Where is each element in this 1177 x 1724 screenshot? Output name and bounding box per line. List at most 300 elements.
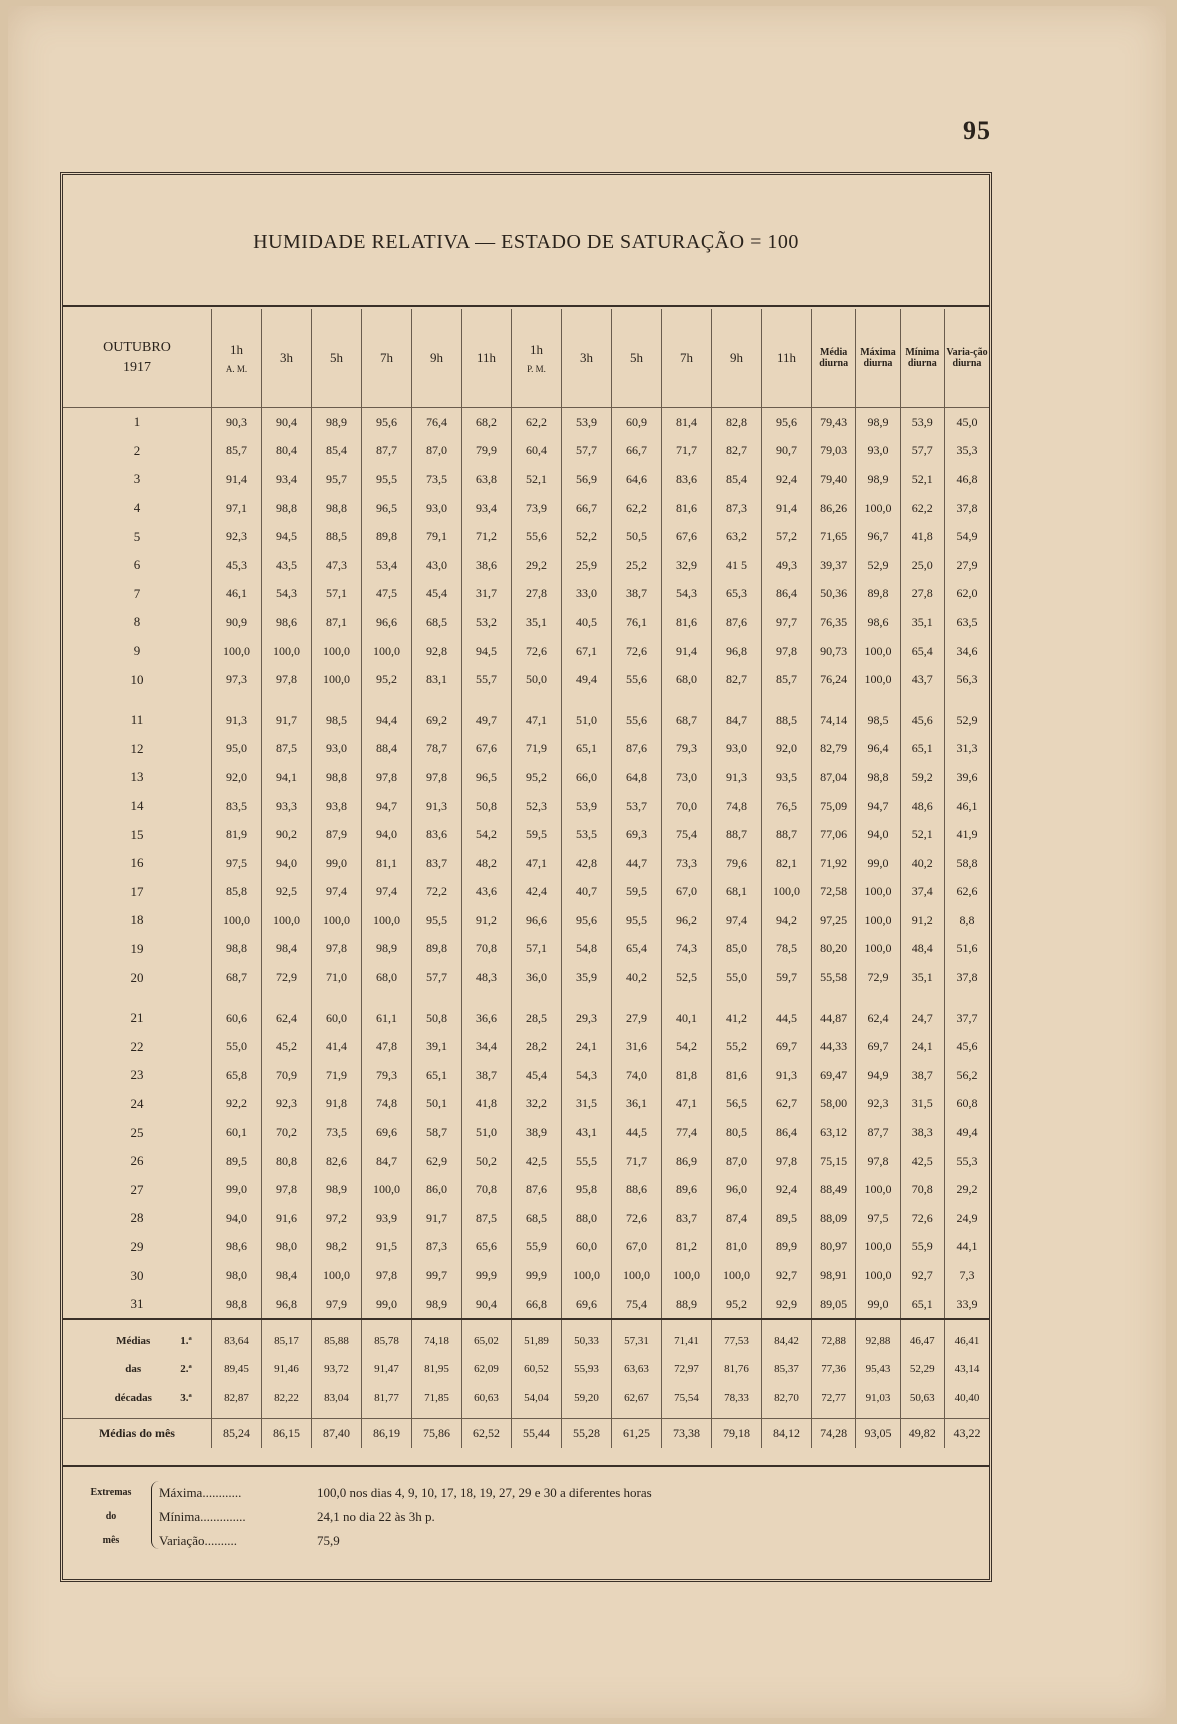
page-number: 95 (963, 116, 991, 145)
table-cell: 69,3 (611, 820, 661, 849)
table-cell: 98,8 (311, 763, 361, 792)
table-cell: 94,7 (856, 792, 900, 821)
table-cell: 39,6 (944, 763, 989, 792)
table-cell: 31,5 (900, 1090, 944, 1119)
day-number: 13 (130, 769, 144, 785)
decade-row (63, 1319, 989, 1355)
table-row (63, 792, 989, 821)
table-cell: 70,8 (461, 1175, 511, 1204)
table-cell: 99,0 (311, 849, 361, 878)
table-cell: 100,0 (361, 1175, 411, 1204)
table-cell: 89,6 (661, 1175, 711, 1204)
table-cell: 97,9 (311, 1290, 361, 1320)
table-cell: 55,3 (944, 1147, 989, 1176)
table-cell: 98,9 (311, 408, 361, 437)
extreme-value: 24,1 no dia 22 às 3h p. (317, 1509, 435, 1524)
table-cell: 87,40 (311, 1419, 361, 1448)
table-cell: 42,4 (511, 878, 561, 907)
table-cell: 43,6 (461, 878, 511, 907)
table-cell: 100,0 (856, 878, 900, 907)
table-cell: 88,6 (611, 1175, 661, 1204)
table-cell: 93,72 (311, 1355, 361, 1384)
table-cell: 37,7 (944, 992, 989, 1033)
table-cell: 97,3 (211, 665, 261, 694)
table-cell: 79,6 (711, 849, 761, 878)
decade-rows (63, 1319, 989, 1418)
extreme-value: 75,9 (317, 1533, 340, 1548)
table-cell: 25,0 (900, 551, 944, 580)
day-number: 28 (130, 1210, 144, 1226)
table-cell: 59,7 (761, 963, 811, 992)
table-cell: 44,1 (944, 1233, 989, 1262)
table-cell: 77,4 (661, 1118, 711, 1147)
table-cell: 95,5 (361, 465, 411, 494)
table-cell: 74,8 (711, 792, 761, 821)
table-row (63, 1090, 989, 1119)
table-cell: 72,58 (811, 878, 855, 907)
day-number: 24 (130, 1095, 144, 1111)
table-cell: 79,3 (661, 735, 711, 764)
table-cell: 74,14 (811, 694, 855, 735)
table-cell: 38,7 (900, 1061, 944, 1090)
table-cell: 89,45 (211, 1355, 261, 1384)
table-cell: 46,1 (944, 792, 989, 821)
table-cell: 87,7 (856, 1118, 900, 1147)
daily-max-header: Máxima diurna (856, 309, 900, 408)
table-cell: 60,0 (561, 1233, 611, 1262)
table-cell: 91,7 (411, 1204, 461, 1233)
table-cell: 81,6 (661, 608, 711, 637)
table-cell: 69,47 (811, 1061, 855, 1090)
table-cell: 98,9 (856, 408, 900, 437)
table-cell: 94,2 (761, 906, 811, 935)
table-cell: 41,8 (461, 1090, 511, 1119)
table-cell: 100,0 (856, 1175, 900, 1204)
extreme-label: Máxima............ (159, 1485, 242, 1500)
table-cell: 36,6 (461, 992, 511, 1033)
table-cell: 88,49 (811, 1175, 855, 1204)
table-cell: 97,5 (856, 1204, 900, 1233)
table-cell: 50,5 (611, 522, 661, 551)
table-cell: 70,9 (261, 1061, 311, 1090)
table-cell: 98,4 (261, 935, 311, 964)
hour-header: 5h (311, 309, 361, 408)
table-cell: 85,4 (311, 437, 361, 466)
table-cell: 69,6 (561, 1290, 611, 1320)
table-cell: 52,2 (561, 522, 611, 551)
table-cell: 94,4 (361, 694, 411, 735)
table-cell: 88,7 (761, 820, 811, 849)
table-cell: 75,86 (411, 1419, 461, 1448)
table-cell: 69,6 (361, 1118, 411, 1147)
table-cell: 79,43 (811, 408, 855, 437)
day-number: 8 (133, 614, 141, 630)
table-cell: 84,7 (361, 1147, 411, 1176)
day-number: 20 (130, 969, 144, 985)
table-cell: 96,5 (461, 763, 511, 792)
table-cell: 83,5 (211, 792, 261, 821)
table-cell: 86,15 (261, 1419, 311, 1448)
table-cell: 44,5 (611, 1118, 661, 1147)
table-cell: 81,8 (661, 1061, 711, 1090)
table-cell: 43,0 (411, 551, 461, 580)
table-cell: 28,2 (511, 1032, 561, 1061)
table-cell: 73,3 (661, 849, 711, 878)
table-cell: 97,8 (311, 935, 361, 964)
table-cell: 54,3 (261, 580, 311, 609)
table-cell: 44,7 (611, 849, 661, 878)
table-cell: 91,03 (856, 1384, 900, 1419)
table-cell: 50,0 (511, 665, 561, 694)
table-cell: 43,7 (900, 665, 944, 694)
table-cell: 91,3 (711, 763, 761, 792)
table-cell: 80,8 (261, 1147, 311, 1176)
table-cell: 98,9 (311, 1175, 361, 1204)
table-cell: 52,1 (511, 465, 561, 494)
day-number: 3 (133, 471, 141, 487)
day-number: 22 (130, 1038, 144, 1054)
table-cell: 41,2 (711, 992, 761, 1033)
table-cell: 86,9 (661, 1147, 711, 1176)
table-cell: 95,6 (561, 906, 611, 935)
table-cell: 96,5 (361, 494, 411, 523)
table-cell: 83,7 (661, 1204, 711, 1233)
table-cell: 57,7 (900, 437, 944, 466)
table-row (63, 935, 989, 964)
table-cell: 63,63 (611, 1355, 661, 1384)
table-cell: 95,2 (711, 1290, 761, 1320)
table-cell: 50,1 (411, 1090, 461, 1119)
table-cell: 60,6 (211, 992, 261, 1033)
table-cell: 83,6 (411, 820, 461, 849)
table-cell: 71,9 (511, 735, 561, 764)
table-cell: 93,0 (411, 494, 461, 523)
table-cell: 74,0 (611, 1061, 661, 1090)
table-cell: 62,2 (900, 494, 944, 523)
table-row (63, 1032, 989, 1061)
table-cell: 91,47 (361, 1355, 411, 1384)
table-cell: 65,1 (561, 735, 611, 764)
table-cell: 75,4 (661, 820, 711, 849)
table-cell: 81,0 (711, 1233, 761, 1262)
table-cell: 31,6 (611, 1032, 661, 1061)
table-cell: 64,6 (611, 465, 661, 494)
table-cell: 65,02 (461, 1319, 511, 1355)
table-cell: 55,9 (511, 1233, 561, 1262)
table-cell: 93,0 (711, 735, 761, 764)
table-cell: 8,8 (944, 906, 989, 935)
table-cell: 53,9 (900, 408, 944, 437)
table-cell: 86,26 (811, 494, 855, 523)
table-cell: 66,7 (561, 494, 611, 523)
table-cell: 92,0 (211, 763, 261, 792)
table-cell: 55,28 (561, 1419, 611, 1448)
table-cell: 90,9 (211, 608, 261, 637)
table-cell: 82,70 (761, 1384, 811, 1419)
table-cell: 92,7 (761, 1261, 811, 1290)
table-cell: 82,7 (711, 437, 761, 466)
decade-caption: Médias (116, 1334, 151, 1347)
table-cell: 98,9 (361, 935, 411, 964)
table-cell: 68,7 (211, 963, 261, 992)
hour-header: 7h (661, 309, 711, 408)
table-row (63, 522, 989, 551)
table-cell: 55,58 (811, 963, 855, 992)
table-cell: 37,8 (944, 963, 989, 992)
table-cell: 98,0 (211, 1261, 261, 1290)
table-cell: 56,5 (711, 1090, 761, 1119)
table-cell: 55,6 (611, 694, 661, 735)
table-cell: 55,5 (561, 1147, 611, 1176)
table-cell: 48,6 (900, 792, 944, 821)
table-cell: 52,9 (944, 694, 989, 735)
table-cell: 92,4 (761, 465, 811, 494)
table-cell: 41 5 (711, 551, 761, 580)
table-cell: 100,0 (561, 1261, 611, 1290)
table-cell: 71,41 (661, 1319, 711, 1355)
hour-header: 1h P. M. (511, 309, 561, 408)
table-cell: 50,2 (461, 1147, 511, 1176)
table-cell: 85,78 (361, 1319, 411, 1355)
table-cell: 96,8 (261, 1290, 311, 1320)
table-cell: 25,9 (561, 551, 611, 580)
hour-header: 9h (411, 309, 461, 408)
table-cell: 66,7 (611, 437, 661, 466)
table-cell: 97,8 (361, 1261, 411, 1290)
table-cell: 100,0 (311, 637, 361, 666)
table-cell: 79,3 (361, 1061, 411, 1090)
table-row (63, 763, 989, 792)
table-cell: 99,0 (856, 849, 900, 878)
day-number: 14 (130, 798, 144, 814)
table-cell: 72,6 (511, 637, 561, 666)
table-cell: 52,5 (661, 963, 711, 992)
table-row (63, 906, 989, 935)
day-number: 19 (130, 940, 144, 956)
header-row (63, 309, 989, 408)
table-row (63, 694, 989, 735)
table-cell: 45,3 (211, 551, 261, 580)
table-cell: 38,3 (900, 1118, 944, 1147)
table-cell: 95,5 (611, 906, 661, 935)
day-number: 23 (130, 1067, 144, 1083)
table-cell: 39,1 (411, 1032, 461, 1061)
table-cell: 98,9 (411, 1290, 461, 1320)
table-cell: 67,1 (561, 637, 611, 666)
table-cell: 75,54 (661, 1384, 711, 1419)
table-cell: 81,1 (361, 849, 411, 878)
table-cell: 73,9 (511, 494, 561, 523)
table-cell: 92,4 (761, 1175, 811, 1204)
table-cell: 47,1 (511, 694, 561, 735)
table-cell: 100,0 (711, 1261, 761, 1290)
table-cell: 68,5 (511, 1204, 561, 1233)
table-cell: 98,5 (311, 694, 361, 735)
table-cell: 64,8 (611, 763, 661, 792)
table-cell: 81,9 (211, 820, 261, 849)
table-cell: 32,9 (661, 551, 711, 580)
month-average-label: Médias do mês (63, 1419, 211, 1448)
table-cell: 27,9 (944, 551, 989, 580)
table-cell: 72,97 (661, 1355, 711, 1384)
table-cell: 45,6 (944, 1032, 989, 1061)
table-cell: 89,5 (761, 1204, 811, 1233)
table-cell: 72,6 (611, 1204, 661, 1233)
table-cell: 72,9 (856, 963, 900, 992)
table-cell: 32,2 (511, 1090, 561, 1119)
table-cell: 55,0 (211, 1032, 261, 1061)
table-cell: 41,8 (900, 522, 944, 551)
table-cell: 49,7 (461, 694, 511, 735)
table-cell: 52,1 (900, 465, 944, 494)
table-cell: 75,4 (611, 1290, 661, 1320)
table-cell: 60,8 (944, 1090, 989, 1119)
table-cell: 98,6 (856, 608, 900, 637)
day-number: 26 (130, 1153, 144, 1169)
table-cell: 79,1 (411, 522, 461, 551)
table-cell: 79,40 (811, 465, 855, 494)
table-cell: 73,5 (411, 465, 461, 494)
table-cell: 87,5 (461, 1204, 511, 1233)
table-cell: 85,7 (761, 665, 811, 694)
table-cell: 38,7 (611, 580, 661, 609)
table-cell: 73,0 (661, 763, 711, 792)
table-cell: 80,4 (261, 437, 311, 466)
table-cell: 86,19 (361, 1419, 411, 1448)
table-cell: 46,8 (944, 465, 989, 494)
table-cell: 99,0 (211, 1175, 261, 1204)
table-cell: 63,12 (811, 1118, 855, 1147)
table-cell: 58,8 (944, 849, 989, 878)
day-number: 25 (130, 1124, 144, 1140)
table-cell: 62,7 (761, 1090, 811, 1119)
table-cell: 98,8 (211, 1290, 261, 1320)
table-cell: 70,2 (261, 1118, 311, 1147)
table-cell: 82,6 (311, 1147, 361, 1176)
table-cell: 72,77 (811, 1384, 855, 1419)
day-number: 18 (130, 912, 144, 928)
table-cell: 40,7 (561, 878, 611, 907)
table-cell: 94,9 (856, 1061, 900, 1090)
table-cell: 67,0 (611, 1233, 661, 1262)
hour-header: 9h (711, 309, 761, 408)
table-cell: 45,0 (944, 408, 989, 437)
table-cell: 86,4 (761, 580, 811, 609)
table-cell: 87,6 (611, 735, 661, 764)
table-cell: 85,37 (761, 1355, 811, 1384)
table-cell: 97,5 (211, 849, 261, 878)
table-cell: 65,1 (411, 1061, 461, 1090)
table-cell: 62,67 (611, 1384, 661, 1419)
table-cell: 55,2 (711, 1032, 761, 1061)
table-cell: 27,9 (611, 992, 661, 1033)
table-cell: 77,53 (711, 1319, 761, 1355)
table-cell: 71,9 (311, 1061, 361, 1090)
table-cell: 41,9 (944, 820, 989, 849)
hour-header: 5h (611, 309, 661, 408)
table-cell: 55,7 (461, 665, 511, 694)
table-cell: 98,5 (856, 694, 900, 735)
table-cell: 97,8 (761, 637, 811, 666)
table-cell: 45,6 (900, 694, 944, 735)
table-cell: 87,0 (711, 1147, 761, 1176)
table-cell: 76,24 (811, 665, 855, 694)
table-cell: 83,7 (411, 849, 461, 878)
table-cell: 98,91 (811, 1261, 855, 1290)
table-cell: 59,5 (611, 878, 661, 907)
table-cell: 81,2 (661, 1233, 711, 1262)
table-cell: 25,2 (611, 551, 661, 580)
table-cell: 89,05 (811, 1290, 855, 1320)
table-cell: 100,0 (361, 906, 411, 935)
table-cell: 62,2 (611, 494, 661, 523)
table-cell: 31,7 (461, 580, 511, 609)
table-cell: 53,4 (361, 551, 411, 580)
decade-caption: das (125, 1363, 142, 1376)
table-cell: 40,2 (611, 963, 661, 992)
extreme-max-row (159, 1481, 652, 1505)
table-cell: 97,2 (311, 1204, 361, 1233)
table-cell: 86,4 (761, 1118, 811, 1147)
decade-row (63, 1355, 989, 1384)
table-cell: 53,2 (461, 608, 511, 637)
hour-header: 3h (561, 309, 611, 408)
table-cell: 95,2 (361, 665, 411, 694)
table-cell: 94,7 (361, 792, 411, 821)
table-cell: 85,88 (311, 1319, 361, 1355)
table-cell: 34,6 (944, 637, 989, 666)
table-cell: 88,5 (311, 522, 361, 551)
table-cell: 92,2 (211, 1090, 261, 1119)
table-cell: 70,8 (900, 1175, 944, 1204)
table-cell: 100,0 (856, 637, 900, 666)
table-cell: 31,5 (561, 1090, 611, 1119)
table-cell: 63,5 (944, 608, 989, 637)
table-cell: 81,77 (361, 1384, 411, 1419)
hour-header: 11h (461, 309, 511, 408)
table-cell: 83,64 (211, 1319, 261, 1355)
table-cell: 33,9 (944, 1290, 989, 1320)
table-cell: 74,18 (411, 1319, 461, 1355)
day-number: 12 (130, 740, 144, 756)
table-cell: 28,5 (511, 992, 561, 1033)
day-number: 11 (130, 712, 144, 728)
table-cell: 100,0 (856, 665, 900, 694)
table-cell: 44,5 (761, 992, 811, 1033)
table-cell: 95,6 (361, 408, 411, 437)
table-cell: 43,5 (261, 551, 311, 580)
table-cell: 68,5 (411, 608, 461, 637)
hour-header: 11h (761, 309, 811, 408)
table-cell: 40,2 (900, 849, 944, 878)
day-number: 5 (133, 528, 141, 544)
table-cell: 44,33 (811, 1032, 855, 1061)
table-cell: 29,3 (561, 992, 611, 1033)
table-cell: 76,35 (811, 608, 855, 637)
table-cell: 62,0 (944, 580, 989, 609)
table-cell: 74,3 (661, 935, 711, 964)
table-cell: 99,0 (856, 1290, 900, 1320)
table-cell: 72,88 (811, 1319, 855, 1355)
table-cell: 52,9 (856, 551, 900, 580)
table-cell: 47,5 (361, 580, 411, 609)
table-cell: 45,4 (511, 1061, 561, 1090)
table-cell: 87,3 (711, 494, 761, 523)
table-cell: 62,2 (511, 408, 561, 437)
table-cell: 29,2 (944, 1175, 989, 1204)
table-cell: 60,1 (211, 1118, 261, 1147)
table-cell: 54,2 (461, 820, 511, 849)
